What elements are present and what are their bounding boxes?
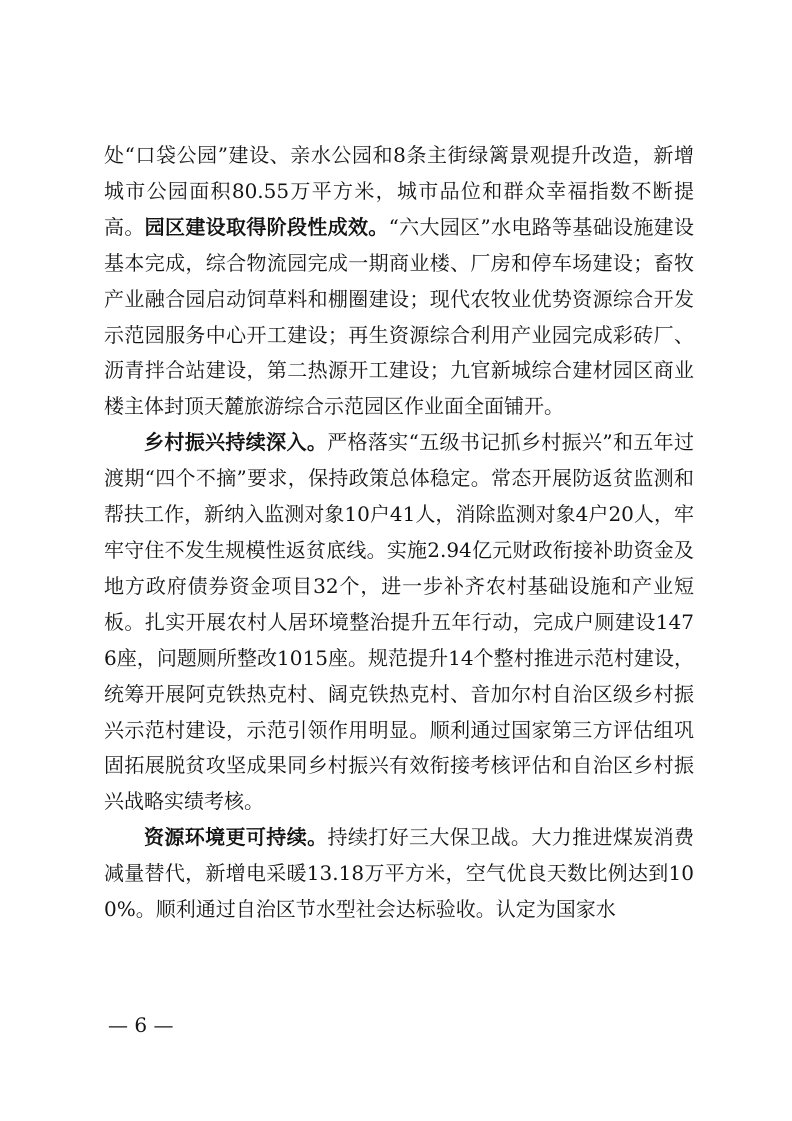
paragraph-text: 严格落实“五级书记抓乡村振兴”和五年过渡期“四个不摘”要求，保持政策总体稳定。常态开展防返贫监测和帮扶工作，新纳入监测对象10户41人，消除监测对象4户20人，牢牢守住不发生规模性返贫底线。实施2.94亿元财政衔接补助资金及地方政府债券资金项目32个，进一步补齐农村基础设施和产业短板。扎实开展农村人居环境整治提升五年行动，完成户厕建设1476座，问题厕所整改1015座。规范提升14个整村推进示范村建设，统筹开展阿克铁热克村、阔克铁热克村、音加尔村自治区级乡村振兴示范村建设，示范引领作用明显。顺利通过国家第三方评估组巩固拓展脱贫攻坚成果同乡村振兴有效衔接考核评估和自治区乡村振兴战略实绩考核。 bbox=[104, 430, 695, 814]
paragraph-park-construction bbox=[104, 138, 694, 425]
paragraph-text: “六大园区”水电路等基础设施建设基本完成，综合物流园完成一期商业楼、厂房和停车场建设；畜牧产业融合园启动饲草料和棚圈建设；现代农牧业优势资源综合开发示范园服务中心开工建设；再生资源综合利用产业园完成彩砖厂、沥青拌合站建设，第二热源开工建设；九官新城综合建材园区商业楼主体封顶天麓旅游综合示范园区作业面全面铺开。 bbox=[104, 214, 695, 419]
paragraph-lead-bold: 乡村振兴持续深入。 bbox=[144, 430, 328, 455]
page-number: — 6 — bbox=[108, 1013, 174, 1037]
paragraph-text: 持续打好三大保卫战。大力推进煤炭消费减量替代，新增电采暖13.18万平方米，空气优良天数比例达到100%。顺利通过自治区节水型社会达标验收。认定为国家水 bbox=[104, 825, 695, 922]
paragraph-rural-revitalization bbox=[104, 425, 694, 820]
body-text bbox=[104, 138, 694, 928]
paragraph-lead-bold: 园区建设取得阶段性成效。 bbox=[144, 214, 389, 239]
paragraph-lead-bold: 资源环境更可持续。 bbox=[144, 825, 328, 850]
paragraph-text: 处“口袋公园”建设、亲水公园和8条主街绿篱景观提升改造，新增城市公园面积80.55万平方米，城市品位和群众幸福指数不断提高。 bbox=[104, 143, 694, 239]
paragraph-resource-environment bbox=[104, 820, 694, 928]
